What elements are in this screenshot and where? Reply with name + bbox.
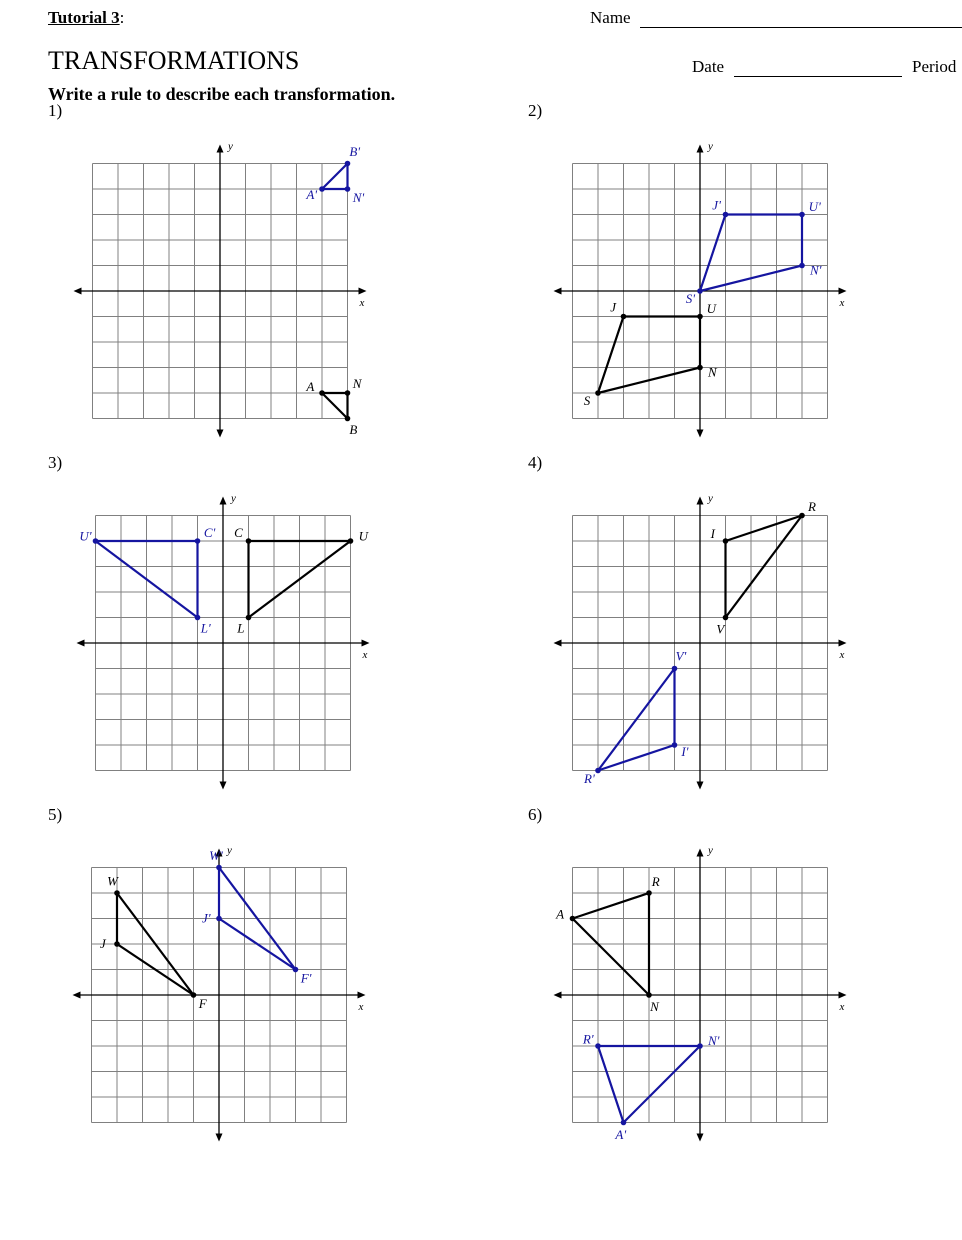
vertex-label: B — [349, 422, 358, 438]
vertex-point — [114, 890, 120, 896]
problem-4 — [528, 453, 847, 790]
vertex-label: N' — [809, 262, 822, 278]
problem-number: 6) — [528, 805, 543, 824]
original-figure — [305, 376, 362, 437]
instruction-text: Write a rule to describe each transformation. — [48, 84, 396, 104]
vertex-point — [672, 666, 678, 672]
x-axis-arrow-left — [554, 640, 562, 647]
y-axis-arrow-up — [220, 497, 227, 505]
vertex-label: R' — [582, 1031, 594, 1047]
vertex-label: I' — [681, 744, 689, 760]
original-figure — [100, 873, 208, 1011]
vertex-point — [195, 615, 201, 621]
figure-outline — [322, 393, 348, 419]
vertex-point — [595, 768, 601, 774]
y-axis-label: y — [227, 844, 232, 857]
vertex-point — [672, 742, 678, 748]
vertex-label: U — [706, 300, 716, 316]
vertex-point — [348, 538, 354, 544]
vertex-point — [345, 416, 351, 422]
problem-5 — [48, 805, 366, 1142]
y-axis-arrow-up — [697, 145, 704, 153]
vertex-point — [595, 1043, 601, 1049]
y-axis-arrow-down — [697, 782, 704, 790]
problem-number: 5) — [48, 805, 63, 824]
image-figure — [582, 1031, 720, 1142]
vertex-label: N — [707, 364, 717, 380]
image-figure — [79, 525, 215, 635]
vertex-label: C' — [203, 525, 216, 541]
vertex-label: A' — [306, 186, 318, 202]
vertex-label: N — [352, 375, 362, 391]
problem-number: 3) — [48, 453, 63, 472]
vertex-point — [697, 1043, 703, 1049]
vertex-label: S — [583, 392, 591, 408]
vertex-label: R — [651, 873, 660, 889]
problem-number: 2) — [528, 101, 543, 120]
period-label: Period — [912, 57, 957, 76]
vertex-point — [319, 390, 325, 396]
vertex-point — [799, 212, 805, 218]
x-axis-arrow-right — [359, 288, 367, 295]
vertex-point — [621, 314, 627, 320]
y-axis-arrow-up — [217, 145, 224, 153]
y-axis-label: y — [708, 844, 713, 857]
x-axis-label: x — [358, 1001, 364, 1013]
problem-2 — [528, 101, 847, 438]
vertex-label: L' — [200, 620, 211, 636]
page-title: TRANSFORMATIONS — [48, 46, 300, 75]
vertex-label: F' — [300, 970, 312, 986]
vertex-label: I — [710, 525, 716, 541]
vertex-point — [799, 513, 805, 519]
vertex-label: V' — [675, 648, 687, 664]
vertex-point — [216, 916, 222, 922]
vertex-point — [93, 538, 99, 544]
vertex-label: S' — [685, 290, 696, 306]
x-axis-label: x — [359, 297, 365, 309]
y-axis-label: y — [228, 140, 233, 153]
y-axis-arrow-down — [697, 1134, 704, 1142]
vertex-label: J — [610, 299, 617, 315]
vertex-point — [723, 538, 729, 544]
x-axis-arrow-right — [362, 640, 370, 647]
x-axis-arrow-right — [839, 992, 847, 999]
vertex-label: U — [358, 528, 369, 544]
vertex-label: N' — [707, 1032, 720, 1048]
y-axis-arrow-down — [217, 430, 224, 438]
vertex-point — [723, 615, 729, 621]
figure-outline — [322, 164, 348, 190]
vertex-label: J' — [202, 910, 211, 926]
vertex-label: A — [306, 379, 315, 395]
x-axis-arrow-left — [73, 992, 81, 999]
y-axis-label: y — [708, 492, 713, 505]
problem-number: 1) — [48, 101, 63, 120]
original-figure — [234, 525, 370, 635]
problem-number: 4) — [528, 453, 543, 472]
y-axis-arrow-up — [697, 497, 704, 505]
vertex-point — [319, 186, 325, 192]
vertex-point — [246, 615, 252, 621]
tutorial-label: Tutorial 3: — [48, 8, 125, 27]
vertex-label: J — [100, 936, 106, 951]
problem-3 — [48, 453, 370, 790]
y-axis-arrow-down — [220, 782, 227, 790]
vertex-label: N — [650, 998, 659, 1014]
x-axis-arrow-right — [358, 992, 366, 999]
vertex-point — [293, 967, 299, 973]
vertex-label: F — [198, 996, 207, 1012]
original-figure — [584, 299, 718, 408]
vertex-point — [191, 992, 197, 998]
x-axis-label: x — [839, 297, 845, 309]
vertex-label: B' — [349, 143, 361, 159]
vertex-point — [697, 314, 703, 320]
vertex-point — [646, 890, 652, 896]
problem-6 — [528, 805, 847, 1142]
vertex-point — [345, 186, 351, 192]
x-axis-arrow-left — [554, 992, 562, 999]
vertex-label: A' — [615, 1126, 627, 1142]
x-axis-arrow-left — [77, 640, 85, 647]
vertex-label: W' — [209, 847, 223, 863]
vertex-label: U' — [808, 198, 821, 214]
vertex-point — [195, 538, 201, 544]
date-label: Date — [692, 57, 725, 76]
x-axis-label: x — [839, 1001, 845, 1013]
vertex-point — [723, 212, 729, 218]
vertex-label: N' — [352, 190, 365, 206]
vertex-label: U' — [79, 528, 92, 544]
vertex-label: R' — [584, 770, 595, 786]
vertex-label: J' — [712, 197, 721, 213]
vertex-point — [345, 161, 351, 167]
vertex-point — [697, 365, 703, 371]
y-axis-arrow-up — [697, 849, 704, 857]
vertex-point — [345, 390, 351, 396]
vertex-label: V — [716, 621, 725, 637]
name-label: Name — [590, 8, 631, 27]
vertex-point — [646, 992, 652, 998]
vertex-point — [570, 916, 576, 922]
vertex-point — [246, 538, 252, 544]
problem-1 — [48, 101, 367, 438]
vertex-point — [799, 263, 805, 269]
vertex-label: L — [237, 620, 245, 636]
image-figure — [583, 649, 689, 786]
y-axis-arrow-down — [697, 430, 704, 438]
x-axis-arrow-right — [839, 288, 847, 295]
vertex-label: A — [556, 906, 565, 922]
vertex-point — [216, 865, 222, 871]
x-axis-label: x — [362, 649, 368, 661]
x-axis-arrow-left — [74, 288, 82, 295]
vertex-label: C — [234, 525, 243, 541]
y-axis-label: y — [708, 140, 713, 153]
y-axis-label: y — [231, 492, 236, 505]
vertex-point — [697, 288, 703, 294]
x-axis-arrow-right — [839, 640, 847, 647]
vertex-point — [595, 390, 601, 396]
vertex-label: R — [807, 499, 816, 515]
x-axis-label: x — [839, 649, 845, 661]
vertex-label: W — [107, 873, 119, 889]
vertex-point — [114, 941, 120, 947]
y-axis-arrow-down — [216, 1134, 223, 1142]
image-figure — [305, 144, 364, 205]
image-figure — [686, 197, 822, 306]
vertex-point — [621, 1120, 627, 1126]
x-axis-arrow-left — [554, 288, 562, 295]
